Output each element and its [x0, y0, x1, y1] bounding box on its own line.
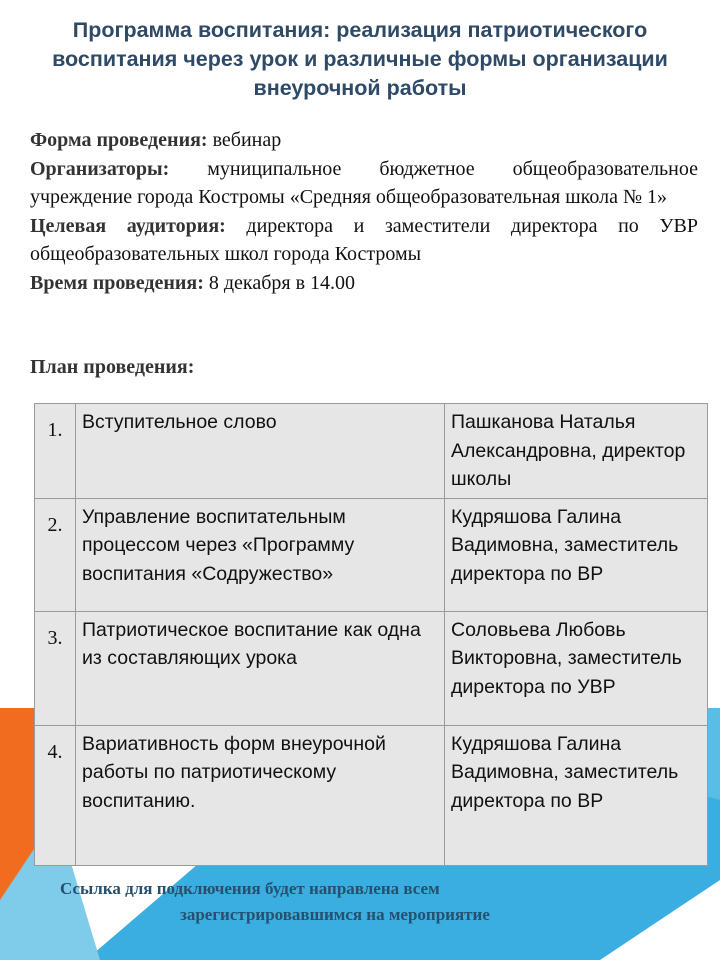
row-number: 3.	[35, 611, 76, 725]
audience-line	[30, 212, 698, 269]
table-row	[35, 611, 708, 725]
row-topic: Вариативность форм внеурочной работы по патриотическому воспитанию.	[76, 725, 445, 865]
row-topic: Управление воспитательным процессом через «Программу воспитания «Содружество»	[76, 498, 445, 611]
row-topic: Патриотическое воспитание как одна из составляющих урока	[76, 611, 445, 725]
time-value: 8 декабря в 14.00	[208, 271, 356, 294]
form-value: вебинар	[212, 129, 282, 151]
footer-note	[60, 876, 660, 928]
row-speaker: Соловьева Любовь Викторовна, заместитель директора по УВР	[445, 611, 708, 725]
table-row	[35, 404, 708, 499]
row-number: 1.	[35, 404, 76, 499]
row-speaker: Кудряшова Галина Вадимовна, заместитель директора по ВР	[445, 725, 708, 865]
form-label: Форма проведения:	[30, 129, 208, 151]
audience-value: директора и заместители директора по УВР общеобразовательных школ города Костромы	[30, 214, 698, 265]
row-number: 4.	[35, 725, 76, 865]
row-speaker: Кудряшова Галина Вадимовна, заместитель директора по ВР	[445, 498, 708, 611]
time-label: Время проведения:	[30, 271, 204, 294]
table-row	[35, 498, 708, 611]
audience-label: Целевая аудитория:	[30, 214, 226, 237]
event-info	[30, 126, 698, 297]
organizers-line	[30, 155, 698, 212]
row-topic: Вступительное слово	[76, 404, 445, 499]
organizers-value: муниципальное бюджетное общеобразовательное учреждение города Костромы «Средняя общеобразовательная школа № 1»	[30, 157, 698, 208]
page-title: Программа воспитания: реализация патриотического воспитания через урок и различные формы организации внеурочной работы	[52, 18, 668, 100]
plan-table	[34, 403, 708, 866]
footer-line-1: Ссылка для подключения будет направлена всем	[60, 879, 440, 898]
organizers-label: Организаторы:	[30, 157, 170, 180]
row-speaker: Пашканова Наталья Александровна, директор школы	[445, 404, 708, 499]
row-number: 2.	[35, 498, 76, 611]
table-row	[35, 725, 708, 865]
footer-line-2: зарегистрировавшимся на мероприятие	[180, 905, 490, 924]
time-line	[30, 269, 698, 298]
plan-title: План проведения:	[30, 356, 195, 378]
form-line	[30, 126, 698, 155]
